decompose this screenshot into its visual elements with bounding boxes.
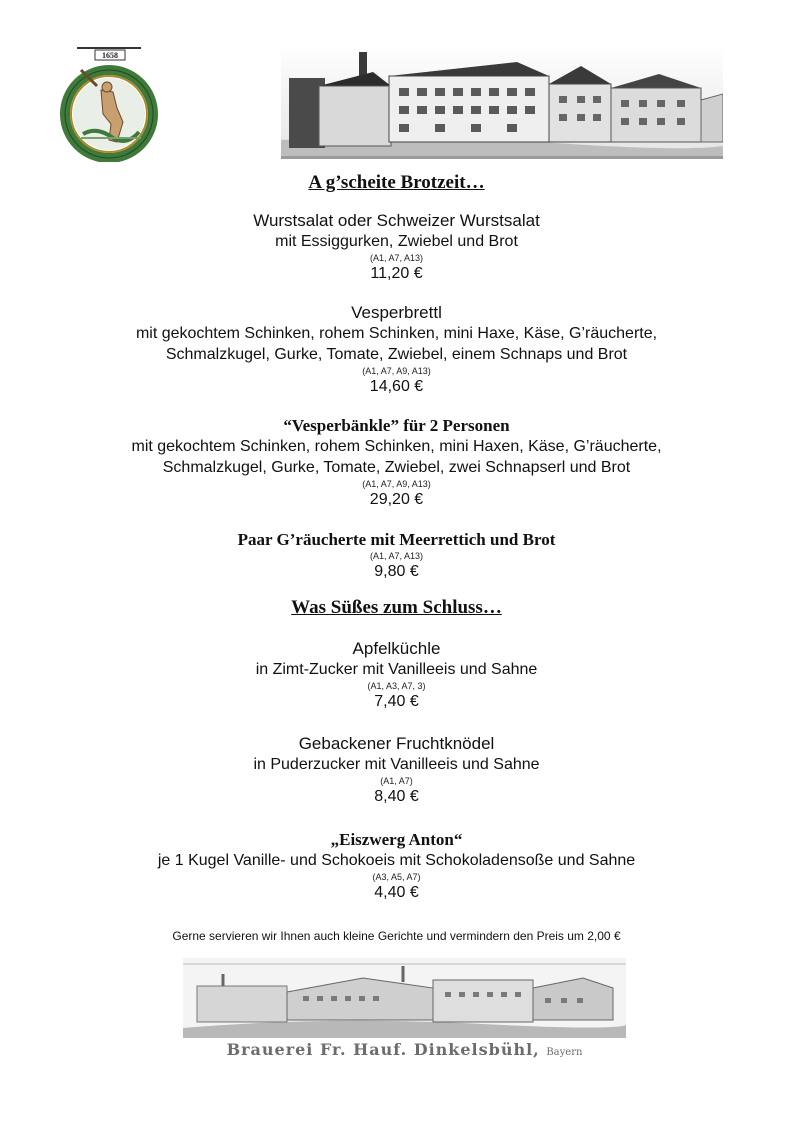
item-price: 7,40 € <box>374 693 419 710</box>
item-description-line: Schmalzkugel, Gurke, Tomate, Zwiebel, einem Schnaps und Brot <box>165 346 628 363</box>
item-name: “Vesperbänkle” für 2 Personen <box>283 416 510 435</box>
item-price: 29,20 € <box>369 491 424 508</box>
item-description: mit Essiggurken, Zwiebel und Brot <box>275 233 518 250</box>
item-name: Apfelküchle <box>352 639 441 658</box>
brewery-footer-engraving <box>183 958 626 1038</box>
menu-item-fruchtknoedel <box>0 733 793 807</box>
item-allergens: (A1, A7) <box>380 776 413 786</box>
menu-item-vesperbaenkle <box>0 415 793 510</box>
item-price: 14,60 € <box>369 378 424 395</box>
item-description-line: Schmalzkugel, Gurke, Tomate, Zwiebel, zwei Schnapserl und Brot <box>162 459 631 476</box>
item-allergens: (A1, A3, A7, 3) <box>367 681 426 691</box>
item-name: Wurstsalat oder Schweizer Wurstsalat <box>253 211 540 230</box>
brewery-header-engraving <box>281 44 723 159</box>
small-portion-note: Gerne servieren wir Ihnen auch kleine Gerichte und vermindern den Preis um 2,00 € <box>172 929 621 943</box>
section-title-brotzeit: A g’scheite Brotzeit… <box>308 172 485 193</box>
item-price: 8,40 € <box>374 788 419 805</box>
item-name: Vesperbrettl <box>351 303 442 322</box>
item-description: je 1 Kugel Vanille- und Schokoeis mit Schokoladensoße und Sahne <box>157 852 636 869</box>
menu-item-graeucherte <box>0 529 793 582</box>
item-allergens: (A1, A7, A9, A13) <box>362 479 431 489</box>
footer-caption-main: Brauerei Fr. Hauf. Dinkelsbühl, <box>226 1040 540 1059</box>
item-allergens: (A1, A7, A13) <box>369 253 424 263</box>
item-description: in Zimt-Zucker mit Vanilleeis und Sahne <box>255 661 538 678</box>
item-description-line: mit gekochtem Schinken, rohem Schinken, mini Haxen, Käse, G’räucherte, <box>131 438 662 455</box>
item-allergens: (A1, A7, A9, A13) <box>362 366 431 376</box>
item-allergens: (A3, A5, A7) <box>372 872 421 882</box>
item-price: 9,80 € <box>374 563 419 580</box>
menu-item-apfelkuechle <box>0 638 793 712</box>
item-description-line: mit gekochtem Schinken, rohem Schinken, mini Haxe, Käse, G’räucherte, <box>135 325 658 342</box>
menu-item-vesperbrettl <box>0 302 793 397</box>
item-price: 11,20 € <box>370 265 423 282</box>
section-title-dessert: Was Süßes zum Schluss… <box>291 597 502 618</box>
item-price: 4,40 € <box>374 884 419 901</box>
menu-item-wurstsalat <box>0 210 793 284</box>
item-allergens: (A1, A7, A13) <box>369 551 424 561</box>
item-description: in Puderzucker mit Vanilleeis und Sahne <box>253 756 540 773</box>
brewery-emblem <box>57 42 161 162</box>
footer-caption-small: Bayern <box>546 1047 583 1058</box>
footer-caption <box>183 1040 626 1059</box>
item-name: Paar G’räucherte mit Meerrettich und Brot <box>237 530 556 549</box>
item-name: Gebackener Fruchtknödel <box>298 734 495 753</box>
emblem-year: 1658 <box>102 51 118 60</box>
menu-item-eiszwerg-anton <box>0 829 793 903</box>
item-name: „Eiszwerg Anton“ <box>330 830 463 849</box>
